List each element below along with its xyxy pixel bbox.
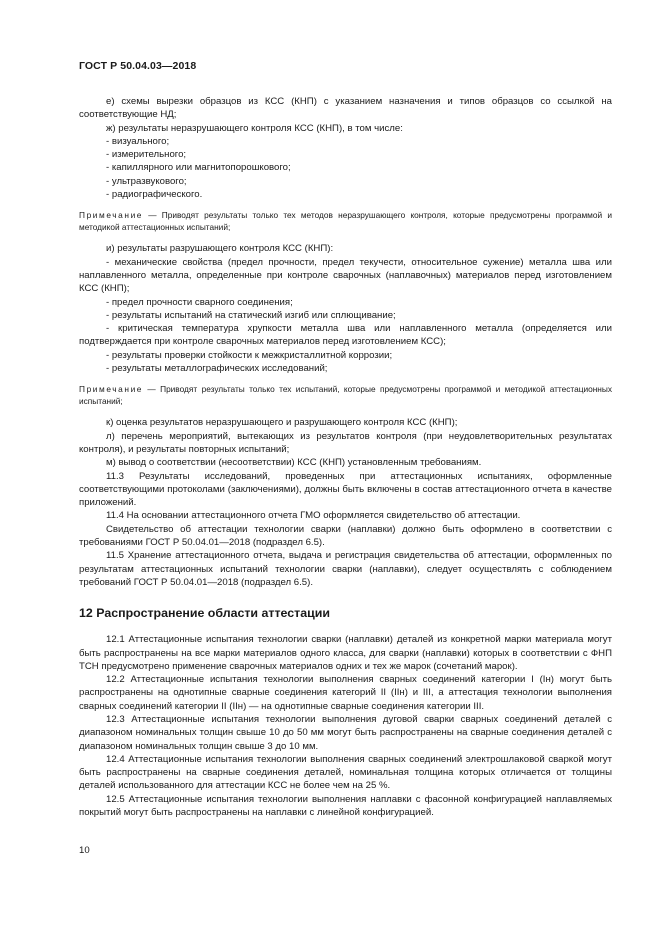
section-12-body — [79, 633, 612, 819]
page-content — [79, 95, 612, 819]
paragraph: - ультразвукового; — [106, 175, 187, 187]
paragraph: - предел прочности сварного соединения; — [106, 296, 293, 308]
section-title: 12 Распространение области аттестации — [79, 606, 330, 621]
note-tests — [79, 383, 612, 407]
destructive-control-block — [79, 242, 612, 375]
paragraph: - результаты проверки стойкости к межкристаллитной коррозии; — [106, 349, 393, 361]
note-label: Примечание — [79, 384, 144, 395]
paragraph: м) вывод о соответствии (несоответствии) КСС (КНП) установленным требованиям. — [106, 457, 482, 469]
note-text: — Приводят результаты только тех испытаний, которые предусмотрены программой и методикой аттестационных испытаний; — [79, 384, 612, 407]
note-nondestructive — [79, 209, 612, 233]
paragraph: - результаты металлографических исследований; — [106, 363, 328, 375]
note-text: — Приводят результаты только тех методов неразрушающего контроля, которые предусмотрены программой и методикой аттестационных испытаний; — [79, 210, 612, 233]
evaluation-block — [79, 416, 612, 589]
test-report-items-block — [79, 95, 612, 201]
section-paragraph: 12.1 Аттестационные испытания технологии сварки (наплавки) деталей из конкретной марки материала могут быть распространены на все марки материалов одного класса, для сварки (наплавки) которых в соответствии с ФНП ТСН предусмотрено применение сварочных материалов одних и тех же марок (сочетаний марок). — [79, 634, 612, 672]
paragraph: - капиллярного или магнитопорошкового; — [106, 162, 291, 174]
section-paragraph: 12.3 Аттестационные испытания технологии выполнения дуговой сварки сварных соединений деталей с диапазоном номинальных толщин свыше 10 до 50 мм могут быть распространены на сварные соединения деталей с диапазоном номинальных толщин свыше 3 до 10 мм. — [79, 713, 612, 752]
paragraph: - радиографического. — [106, 189, 203, 201]
paragraph: и) результаты разрушающего контроля КСС (КНП): — [106, 243, 334, 255]
paragraph: - результаты испытаний на статический изгиб или сплющивание; — [106, 309, 396, 321]
note-label: Примечание — [79, 210, 144, 221]
paragraph: ж) результаты неразрушающего контроля КСС (КНП), в том числе: — [106, 122, 403, 134]
paragraph: - критическая температура хрупкости металла шва или наплавленного металла (определяется или подтверждается при контроле сварочных материалов перед изготовлением КСС); — [79, 323, 612, 348]
page-number: 10 — [79, 845, 90, 856]
paragraph: - визуального; — [106, 135, 170, 147]
paragraph: 11.4 На основании аттестационного отчета ГМО оформляется свидетельство об аттестации. — [106, 510, 521, 522]
paragraph: 11.3 Результаты исследований, проведенных при аттестационных испытаниях, оформленные соответствующими протоколами (заключениями), должны быть включены в состав аттестационного отчета в качестве приложений. — [79, 470, 612, 509]
paragraph: Свидетельство об аттестации технологии сварки (наплавки) должно быть оформлено в соответствии с требованиями ГОСТ Р 50.04.01—2018 (подраздел 6.5). — [79, 523, 612, 549]
paragraph: л) перечень мероприятий, вытекающих из результатов контроля (при неудовлетворительных результатах контроля), и результаты повторных испытаний; — [79, 430, 612, 455]
document-header: ГОСТ Р 50.04.03—2018 — [79, 60, 197, 72]
paragraph: - механические свойства (предел прочности, предел текучести, относительное сужение) металла шва или наплавленного металла, определенные при контроле сварочных (наплавочных) материалов перед изготовлением КСС (КНП); — [79, 256, 612, 295]
paragraph: 11.5 Хранение аттестационного отчета, выдача и регистрация свидетельства об аттестации, оформленных по результатам аттестационных испытаний технологии сварки (наплавки), следует осуществлять с соблюдением требований ГОСТ Р 50.04.01—2018 (подраздел 6.5). — [79, 550, 612, 588]
section-paragraph: 12.2 Аттестационные испытания технологии выполнения сварных соединений категории I (Iн) могут быть распространены на однотипные сварные соединения категорий II (IIн) и III, а аттестация технологии выполнения сварных соединений категории II (IIн) — на однотипные сварные соединения категории III. — [79, 674, 612, 712]
paragraph: е) схемы вырезки образцов из КСС (КНП) с указанием назначения и типов образцов со ссылкой на соответствующие НД; — [79, 96, 612, 121]
section-paragraph: 12.5 Аттестационные испытания технологии выполнения наплавки с фасонной конфигурацией наплавляемых покрытий могут быть распространены на наплавки с линейной конфигурацией. — [79, 793, 612, 819]
section-paragraph: 12.4 Аттестационные испытания технологии выполнения сварных соединений электрошлаковой сваркой могут быть распространены на сварные соединения деталей, номинальная толщина которых отличается от толщины деталей использованного для аттестации КСС не более чем на 25 %. — [79, 753, 612, 792]
paragraph: - измерительного; — [106, 149, 187, 161]
paragraph: к) оценка результатов неразрушающего и разрушающего контроля КСС (КНП); — [106, 417, 458, 429]
